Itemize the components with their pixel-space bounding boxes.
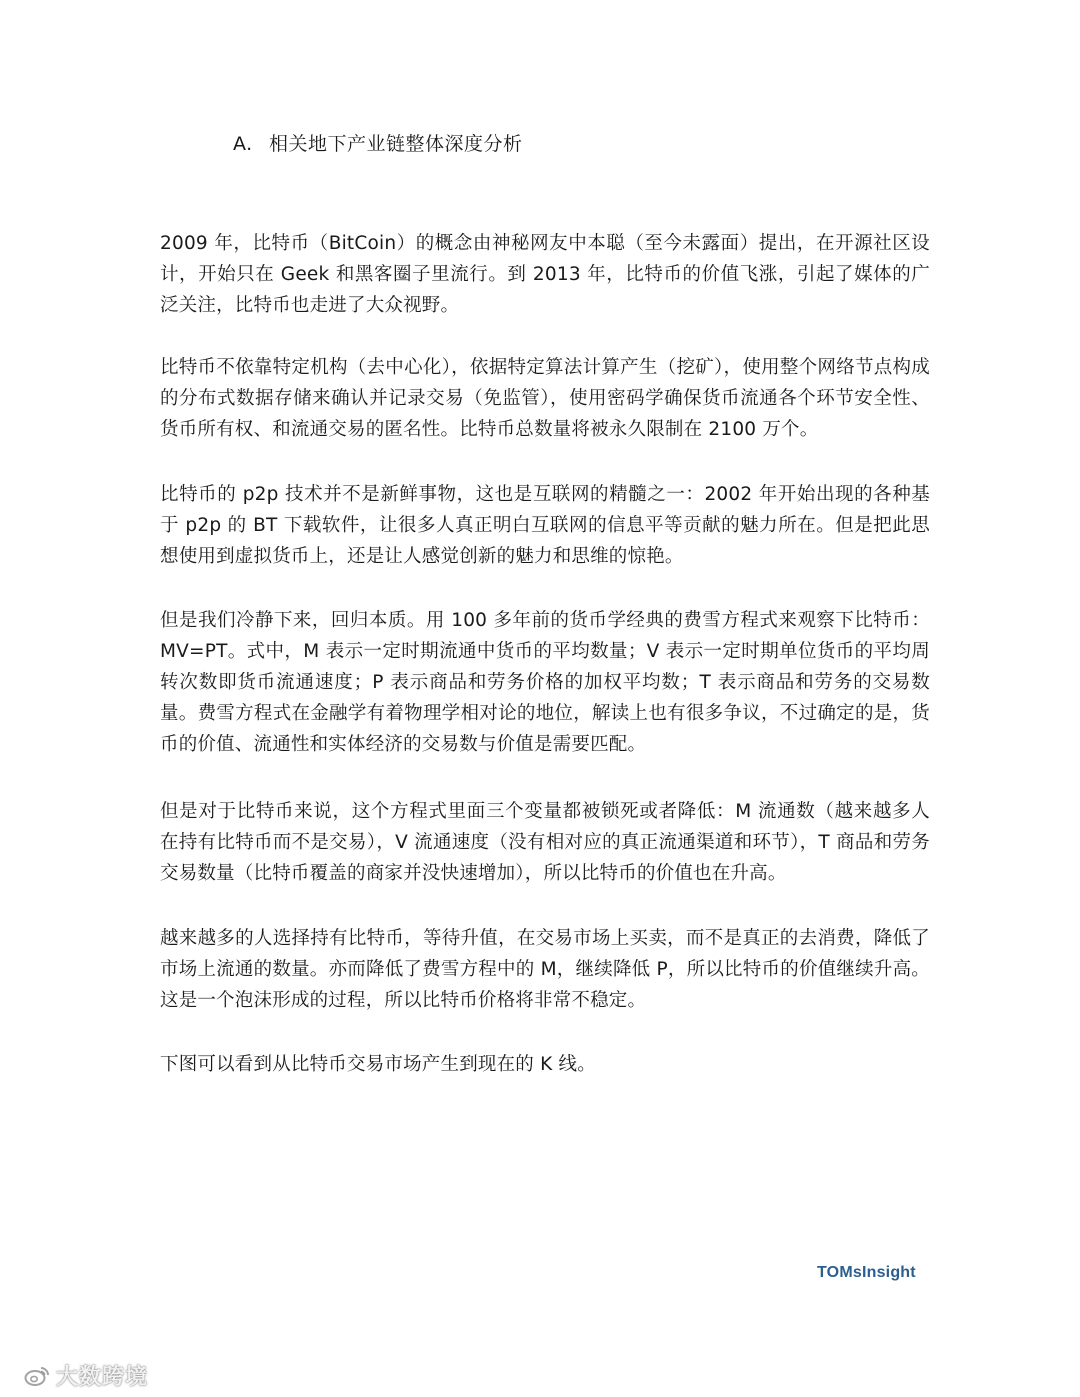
paragraph-fisher-equation: 但是我们冷静下来，回归本质。用 100 多年前的货币学经典的费雪方程式来观察下比特币：MV=PT。式中，M 表示一定时期流通中货币的平均数量；V 表示一定时期单位货币的平均周转次数即货币流通速度；P 表示商品和劳务价格的加权平均数；T 表示商品和劳务的交易数量。费雪方程式在金融学有着物理学相对论的地位，解读上也有很多争议，不过确定的是，货币的价值、流通性和实体经济的交易数与价值是需要匹配。 [160,610,930,755]
brand-logo: TOMsInsight [817,1264,916,1281]
paragraph-bubble: 越来越多的人选择持有比特币，等待升值，在交易市场上买卖，而不是真正的去消费，降低了市场上流通的数量。亦而降低了费雪方程中的 M，继续降低 P，所以比特币的价值继续升高。这是一个泡沫形成的过程，所以比特币价格将非常不稳定。 [160,928,930,1011]
paragraph-bitcoin-origin: 2009 年，比特币（BitCoin）的概念由神秘网友中本聪（至今未露面）提出，在开源社区设计，开始只在 Geek 和黑客圈子里流行。到 2013 年，比特币的价值飞涨，引起了媒体的广泛关注，比特币也走进了大众视野。 [160,233,930,316]
paragraph-p2p: 比特币的 p2p 技术并不是新鲜事物，这也是互联网的精髓之一：2002 年开始出现的各种基于 p2p 的 BT 下载软件，让很多人真正明白互联网的信息平等贡献的魅力所在。但是把此思想使用到虚拟货币上，还是让人感觉创新的魅力和思维的惊艳。 [160,484,930,567]
paragraph-kline-intro: 下图可以看到从比特币交易市场产生到现在的 K 线。 [160,1054,596,1075]
section-marker: A. [233,133,253,155]
section-heading [233,130,523,158]
paragraph-decentralization: 比特币不依靠特定机构（去中心化），依据特定算法计算产生（挖矿），使用整个网络节点构成的分布式数据存储来确认并记录交易（免监管），使用密码学确保货币流通各个环节安全性、货币所有权、和流通交易的匿名性。比特币总数量将被永久限制在 2100 万个。 [160,357,930,440]
watermark [24,1360,148,1391]
watermark-text: 大数跨境 [56,1365,149,1390]
paragraph-variables-locked: 但是对于比特币来说，这个方程式里面三个变量都被锁死或者降低：M 流通数（越来越多人在持有比特币而不是交易），V 流通速度（没有相对应的真正流通渠道和环节），T 商品和劳务交易数量（比特币覆盖的商家并没快速增加），所以比特币的价值也在升高。 [160,801,930,884]
weibo-logo-icon [24,1365,50,1387]
section-title: 相关地下产业链整体深度分析 [269,133,523,155]
